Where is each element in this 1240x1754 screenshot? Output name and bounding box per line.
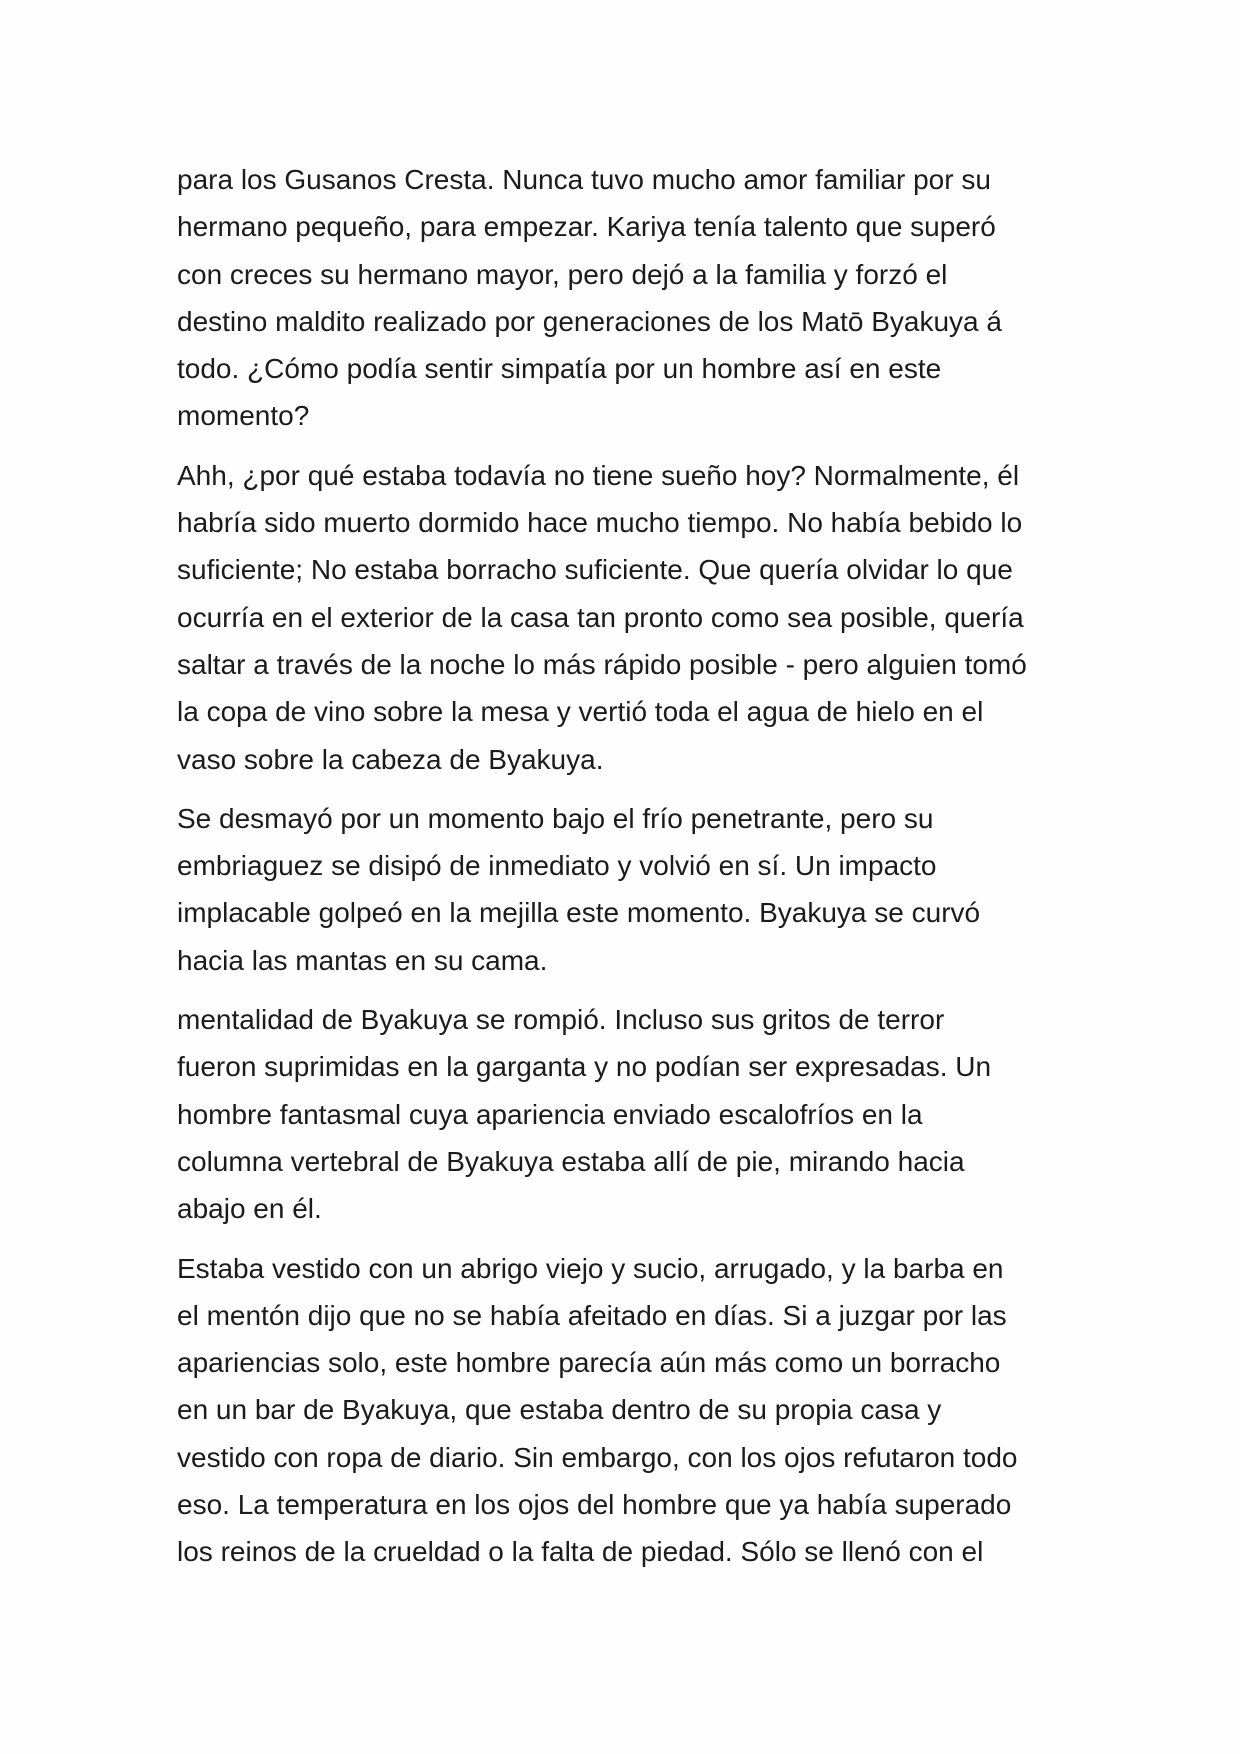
text-line: saltar a través de la noche lo más rápido posible - pero alguien tomó bbox=[177, 648, 1027, 680]
text-line: Ahh, ¿por qué estaba todavía no tiene sueño hoy? Normalmente, él bbox=[177, 459, 1020, 491]
paragraph bbox=[177, 156, 1077, 440]
paragraph bbox=[177, 795, 1077, 984]
text-line: vestido con ropa de diario. Sin embargo, con los ojos refutaron todo bbox=[177, 1441, 1018, 1473]
text-line: fueron suprimidas en la garganta y no podían ser expresadas. Un bbox=[177, 1051, 992, 1083]
body-text bbox=[177, 156, 1077, 1576]
text-line: eso. La temperatura en los ojos del hombre que ya había superado bbox=[177, 1489, 1012, 1521]
text-line: para los Gusanos Cresta. Nunca tuvo mucho amor familiar por su bbox=[177, 164, 991, 195]
text-line: hacia las mantas en su cama. bbox=[177, 944, 548, 976]
text-line: destino maldito realizado por generaciones de los Matō Byakuya á bbox=[177, 305, 1002, 337]
text-line: Se desmayó por un momento bajo el frío penetrante, pero su bbox=[177, 802, 934, 834]
text-line: hombre fantasmal cuya apariencia enviado escalofríos en la bbox=[177, 1098, 923, 1130]
text-line: todo. ¿Cómo podía sentir simpatía por un hombre así en este bbox=[177, 353, 942, 385]
paragraph bbox=[177, 452, 1077, 783]
paragraph bbox=[177, 996, 1077, 1232]
text-line: los reinos de la crueldad o la falta de piedad. Sólo se llenó con el bbox=[177, 1536, 984, 1568]
text-line: con creces su hermano mayor, pero dejó a la familia y forzó el bbox=[177, 258, 948, 290]
text-line: Estaba vestido con un abrigo viejo y sucio, arrugado, y la barba en bbox=[177, 1252, 1004, 1284]
text-line: columna vertebral de Byakuya estaba allí de pie, mirando hacia bbox=[177, 1145, 965, 1177]
text-line: mentalidad de Byakuya se rompió. Incluso sus gritos de terror bbox=[177, 1004, 945, 1036]
text-line: implacable golpeó en la mejilla este momento. Byakuya se curvó bbox=[177, 897, 981, 929]
text-line: vaso sobre la cabeza de Byakuya. bbox=[177, 743, 604, 775]
text-line: momento? bbox=[177, 400, 310, 432]
text-line: habría sido muerto dormido hace mucho tiempo. No había bebido lo bbox=[177, 507, 1023, 539]
text-line: suficiente; No estaba borracho suficiente. Que quería olvidar lo que bbox=[177, 554, 1013, 586]
text-line: hermano pequeño, para empezar. Kariya tenía talento que superó bbox=[177, 211, 996, 243]
text-line: el mentón dijo que no se había afeitado en días. Si a juzgar por las bbox=[177, 1299, 1007, 1331]
text-line: ocurría en el exterior de la casa tan pronto como sea posible, quería bbox=[177, 601, 1024, 633]
text-line: apariencias solo, este hombre parecía aún más como un borracho bbox=[177, 1347, 1001, 1379]
text-line: abajo en él. bbox=[177, 1193, 322, 1225]
paragraph bbox=[177, 1245, 1077, 1576]
text-line: la copa de vino sobre la mesa y vertió toda el agua de hielo en el bbox=[177, 696, 984, 728]
text-line: embriaguez se disipó de inmediato y volvió en sí. Un impacto bbox=[177, 850, 937, 882]
text-line: en un bar de Byakuya, que estaba dentro de su propia casa y bbox=[177, 1394, 942, 1426]
